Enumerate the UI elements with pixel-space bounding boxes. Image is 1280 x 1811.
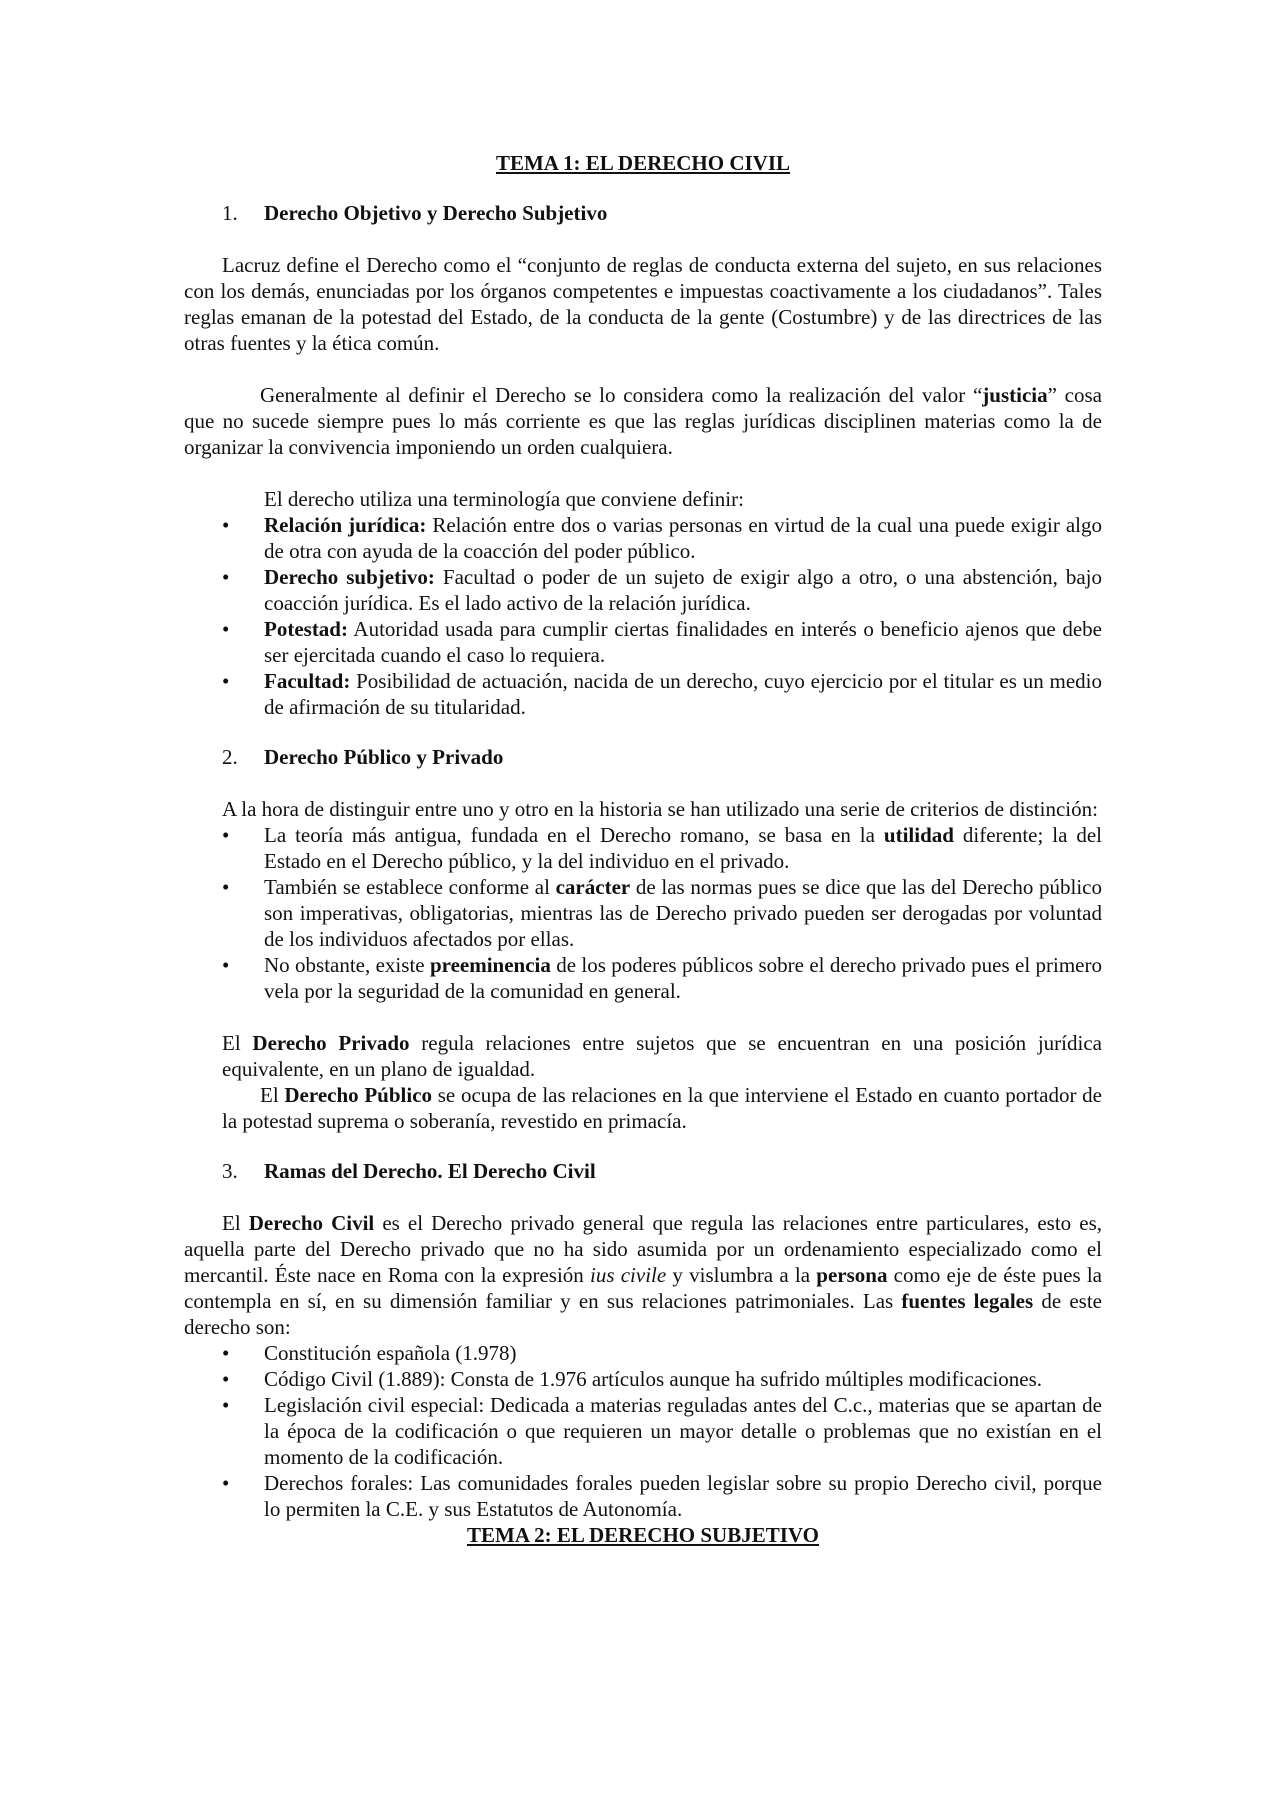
bullet-icon: •: [222, 823, 230, 847]
list-text: de los poderes públicos sobre el derecho privado pues el primero vela por la seguridad de la comunidad en general.: [264, 953, 1102, 1003]
list-text: diferente; la del Estado en el Derecho público, y la del individuo en el privado.: [264, 823, 1102, 873]
list-text: de las normas pues se dice que las del Derecho público son imperativas, obligatorias, mientras las de Derecho privado pueden ser derogadas por voluntad de los individuos afectados por ellas.: [264, 875, 1102, 951]
term-label: Potestad:: [264, 617, 348, 641]
s3-text: como eje de éste pues la contempla en sí, en su dimensión familiar y en sus relaciones patrimoniales. Las: [184, 1263, 1103, 1313]
s2-p3-text-a: El: [260, 1083, 285, 1107]
list-text: También se establece conforme al: [264, 875, 556, 899]
bullet-icon: •: [222, 617, 230, 641]
section-2-heading: [184, 744, 1102, 770]
bullet-icon: •: [222, 1393, 230, 1417]
s3-bold-derecho-civil: Derecho Civil: [248, 1211, 375, 1235]
term-definition: Autoridad usada para cumplir ciertas finalidades en interés o beneficio ajenos que debe ser ejercitada cuando el caso lo requiera.: [264, 617, 1102, 667]
s1-paragraph-2: [184, 382, 1102, 460]
section-3-title: Ramas del Derecho. El Derecho Civil: [264, 1159, 596, 1183]
list-item: [184, 668, 1102, 720]
term-label: Derecho subjetivo:: [264, 565, 435, 589]
tema2-title: TEMA 2: EL DERECHO SUBJETIVO: [467, 1523, 819, 1547]
list-item: [184, 512, 1102, 564]
list-item: [184, 1340, 1102, 1366]
list-text: Derechos forales: Las comunidades forales pueden legislar sobre su propio Derecho civil, porque lo permiten la C.E. y sus Estatutos de Autonomía.: [264, 1471, 1102, 1521]
s3-text: de este derecho son:: [184, 1289, 1102, 1339]
bullet-icon: •: [222, 565, 230, 589]
list-text: La teoría más antigua, fundada en el Derecho romano, se basa en la: [264, 823, 884, 847]
bullet-icon: •: [222, 953, 230, 977]
s3-text: El: [222, 1211, 249, 1235]
term-definition: Posibilidad de actuación, nacida de un derecho, cuyo ejercicio por el titular es un medio de afirmación de su titularidad.: [264, 669, 1102, 719]
s3-sources-list: [184, 1340, 1102, 1522]
s1-paragraph-1: Lacruz define el Derecho como el “conjunto de reglas de conducta externa del sujeto, en sus relaciones con los demás, enunciadas por los órganos competentes e impuestas coactivamente a los ciudadanos”. Tales reglas emanan de la potestad del Estado, de la conducta de la gente (Costumbre) y de las directrices de las otras fuentes y la ética común.: [184, 253, 1102, 355]
term-definition: Relación entre dos o varias personas en virtud de la cual una puede exigir algo de otra con ayuda de la coacción del poder público.: [264, 513, 1102, 563]
term-label: Relación jurídica:: [264, 513, 427, 537]
list-text: No obstante, existe: [264, 953, 430, 977]
bullet-icon: •: [222, 669, 230, 693]
bullet-icon: •: [222, 1367, 230, 1391]
s2-p3-bold: Derecho Público: [284, 1083, 433, 1107]
list-bold-term: carácter: [555, 875, 631, 899]
list-bold-term: utilidad: [883, 823, 954, 847]
list-item: [184, 822, 1102, 874]
s2-p2-bold: Derecho Privado: [252, 1031, 410, 1055]
section-3-heading: [184, 1158, 1102, 1184]
bullet-icon: •: [222, 1471, 230, 1495]
section-2-title: Derecho Público y Privado: [264, 745, 504, 769]
list-item: [184, 1470, 1102, 1522]
list-bold-term: preeminencia: [429, 953, 551, 977]
list-item: [184, 1392, 1102, 1470]
s3-text: y vislumbra a la: [666, 1263, 817, 1287]
s1-p2-text-c: ” cosa que no sucede siempre pues lo más corriente es que las reglas jurídicas disciplinen materias como la de organizar la convivencia imponiendo un orden cualquiera.: [184, 383, 1102, 459]
list-text: Legislación civil especial: Dedicada a materias reguladas antes del C.c., materias que se apartan de la época de la codificación o que requieren un mayor detalle o problemas que no existían en el momento de la codificación.: [264, 1393, 1102, 1469]
s1-intro: El derecho utiliza una terminología que conviene definir:: [264, 487, 744, 511]
s1-p2-text-a: Generalmente al definir el Derecho se lo considera como la realización del valor “: [260, 383, 983, 407]
list-text: Código Civil (1.889): Consta de 1.976 artículos aunque ha sufrido múltiples modificaciones.: [264, 1367, 1043, 1391]
section-1-number: 1.: [222, 201, 238, 225]
s2-criteria-list: [184, 822, 1102, 1004]
s3-bold-fuentes-legales: fuentes legales: [901, 1289, 1034, 1313]
s1-terms-list: [184, 512, 1102, 720]
list-text: Constitución española (1.978): [264, 1341, 517, 1365]
section-2-number: 2.: [222, 745, 238, 769]
list-item: [184, 564, 1102, 616]
section-1-heading: [184, 200, 1102, 226]
s3-paragraph-1: [184, 1210, 1102, 1340]
s3-bold-persona: persona: [816, 1263, 888, 1287]
bullet-icon: •: [222, 1341, 230, 1365]
term-label: Facultad:: [264, 669, 351, 693]
s2-p2-text-a: El: [222, 1031, 253, 1055]
s2-p3-text-c: se ocupa de las relaciones en la que interviene el Estado en cuanto portador de la potestad suprema o soberanía, revestido en primacía.: [222, 1083, 1102, 1133]
section-3-number: 3.: [222, 1159, 238, 1183]
list-item: [184, 1366, 1102, 1392]
list-item: [184, 616, 1102, 668]
list-item: [184, 952, 1102, 1004]
document-page: [184, 150, 1102, 1548]
bullet-icon: •: [222, 513, 230, 537]
s2-paragraph-1: A la hora de distinguir entre uno y otro en la historia se han utilizado una serie de criterios de distinción:: [222, 797, 1098, 821]
s2-paragraph-publico: [184, 1082, 1102, 1134]
tema1-title: TEMA 1: EL DERECHO CIVIL: [495, 151, 791, 175]
list-item: [184, 874, 1102, 952]
bullet-icon: •: [222, 875, 230, 899]
s3-text: es el Derecho privado general que regula las relaciones entre particulares, esto es, aquella parte del Derecho privado que no ha sido asumida por un ordenamiento especializado como el mercantil. Éste nace en Roma con la expresión: [184, 1211, 1102, 1287]
section-1-title: Derecho Objetivo y Derecho Subjetivo: [264, 201, 608, 225]
s2-p2-text-c: regula relaciones entre sujetos que se encuentran en una posición jurídica equivalente, en un plano de igualdad.: [222, 1031, 1102, 1081]
term-definition: Facultad o poder de un sujeto de exigir algo a otro, o una abstención, bajo coacción jurídica. Es el lado activo de la relación jurídica.: [264, 565, 1102, 615]
s2-paragraph-privado: [184, 1030, 1102, 1082]
s1-p2-bold-justicia: justicia: [982, 383, 1048, 407]
s3-italic-ius-civile: ius civile: [590, 1263, 667, 1287]
